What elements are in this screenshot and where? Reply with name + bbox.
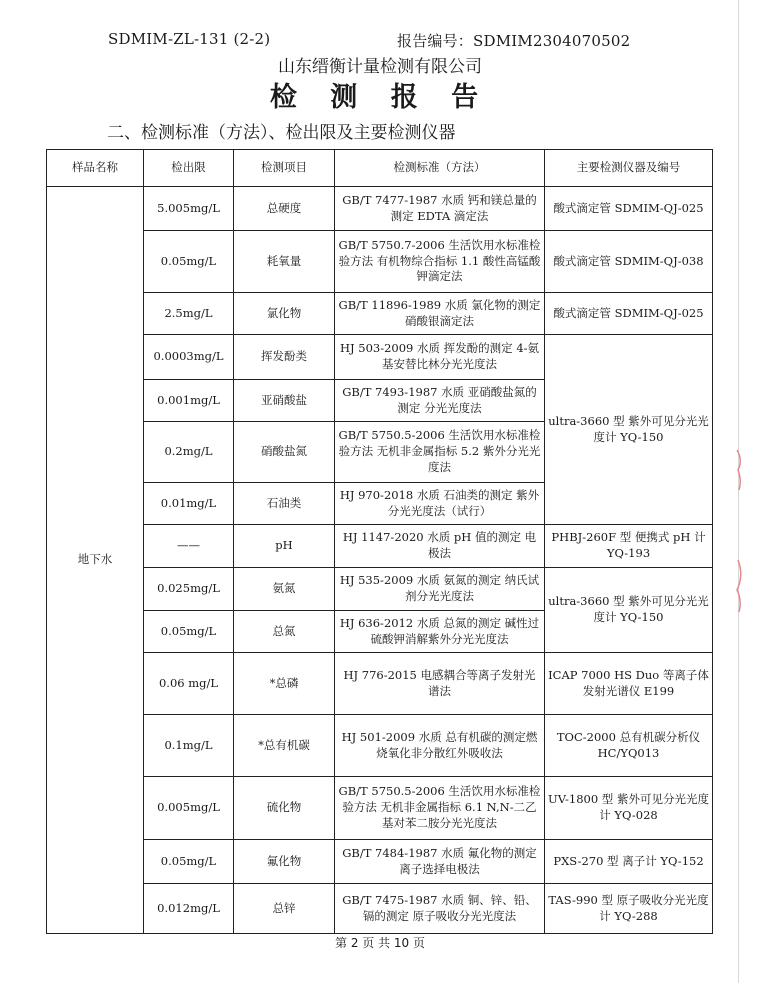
- limit-cell: 0.025mg/L: [144, 568, 234, 611]
- instrument-cell: PXS-270 型 离子计 YQ-152: [545, 840, 713, 884]
- table-header-row: [47, 150, 713, 187]
- instrument-cell: UV-1800 型 紫外可见分光光度计 YQ-028: [545, 777, 713, 840]
- item-cell: 总氮: [234, 611, 335, 653]
- limit-cell: 0.01mg/L: [144, 483, 234, 525]
- standard-cell: GB/T 7484-1987 水质 氟化物的测定 离子选择电极法: [335, 840, 545, 884]
- standard-cell: GB/T 7493-1987 水质 亚硝酸盐氮的测定 分光光度法: [335, 380, 545, 422]
- item-cell: 硝酸盐氮: [234, 422, 335, 483]
- limit-cell: 0.0003mg/L: [144, 335, 234, 380]
- seal-edge-mark: [733, 440, 747, 620]
- item-cell: pH: [234, 525, 335, 568]
- instrument-cell: PHBJ-260F 型 便携式 pH 计 YQ-193: [545, 525, 713, 568]
- report-number: 报告编号：SDMIM2304070502: [397, 32, 631, 50]
- limit-cell: 0.05mg/L: [144, 611, 234, 653]
- table-row: [47, 335, 713, 380]
- table-row: [47, 884, 713, 934]
- table-row: [47, 777, 713, 840]
- table-row: [47, 840, 713, 884]
- item-cell: 氨氮: [234, 568, 335, 611]
- item-cell: *总有机碳: [234, 715, 335, 777]
- instrument-cell: TOC-2000 总有机碳分析仪 HC/YQ013: [545, 715, 713, 777]
- instrument-cell: 酸式滴定管 SDMIM-QJ-025: [545, 293, 713, 335]
- standard-cell: HJ 636-2012 水质 总氮的测定 碱性过硫酸钾消解紫外分光光度法: [335, 611, 545, 653]
- instrument-cell: 酸式滴定管 SDMIM-QJ-025: [545, 187, 713, 231]
- item-cell: *总磷: [234, 653, 335, 715]
- instrument-cell: ultra-3660 型 紫外可见分光光度计 YQ-150: [545, 568, 713, 653]
- col-header-item: 检测项目: [234, 150, 335, 187]
- item-cell: 硫化物: [234, 777, 335, 840]
- table-row: [47, 231, 713, 293]
- item-cell: 石油类: [234, 483, 335, 525]
- item-cell: 总锌: [234, 884, 335, 934]
- standard-cell: GB/T 7477-1987 水质 钙和镁总量的测定 EDTA 滴定法: [335, 187, 545, 231]
- limit-cell: 5.005mg/L: [144, 187, 234, 231]
- limit-cell: ——: [144, 525, 234, 568]
- standard-cell: HJ 970-2018 水质 石油类的测定 紫外分光光度法（试行）: [335, 483, 545, 525]
- table-row: [47, 293, 713, 335]
- table-row: [47, 568, 713, 611]
- table-row: [47, 187, 713, 231]
- standard-cell: GB/T 7475-1987 水质 铜、锌、铅、镉的测定 原子吸收分光光度法: [335, 884, 545, 934]
- standard-cell: GB/T 5750.5-2006 生活饮用水标准检验方法 无机非金属指标 5.2 紫外分光光度法: [335, 422, 545, 483]
- sample-name-cell: 地下水: [47, 187, 144, 934]
- col-header-sample: 样品名称: [47, 150, 144, 187]
- item-cell: 亚硝酸盐: [234, 380, 335, 422]
- table-row: [47, 653, 713, 715]
- limit-cell: 0.1mg/L: [144, 715, 234, 777]
- standard-cell: GB/T 5750.7-2006 生活饮用水标准检验方法 有机物综合指标 1.1 酸性高锰酸钾滴定法: [335, 231, 545, 293]
- item-cell: 耗氧量: [234, 231, 335, 293]
- limit-cell: 0.05mg/L: [144, 231, 234, 293]
- standards-table: [46, 149, 713, 934]
- section-title: 二、检测标准（方法）、检出限及主要检测仪器: [107, 123, 456, 143]
- standard-cell: HJ 501-2009 水质 总有机碳的测定燃烧氧化非分散红外吸收法: [335, 715, 545, 777]
- document-code: SDMIM-ZL-131 (2-2): [108, 30, 271, 48]
- instrument-cell: 酸式滴定管 SDMIM-QJ-038: [545, 231, 713, 293]
- table-row: [47, 715, 713, 777]
- limit-cell: 0.2mg/L: [144, 422, 234, 483]
- item-cell: 总硬度: [234, 187, 335, 231]
- col-header-standard: 检测标准（方法）: [335, 150, 545, 187]
- col-header-instrument: 主要检测仪器及编号: [545, 150, 713, 187]
- page-footer: 第 2 页 共 10 页: [335, 936, 425, 950]
- limit-cell: 0.005mg/L: [144, 777, 234, 840]
- limit-cell: 0.06 mg/L: [144, 653, 234, 715]
- standard-cell: HJ 503-2009 水质 挥发酚的测定 4-氨基安替比林分光光度法: [335, 335, 545, 380]
- instrument-cell: ultra-3660 型 紫外可见分光光度计 YQ-150: [545, 335, 713, 525]
- limit-cell: 0.05mg/L: [144, 840, 234, 884]
- table-row: [47, 525, 713, 568]
- instrument-cell: TAS-990 型 原子吸收分光光度计 YQ-288: [545, 884, 713, 934]
- standard-cell: GB/T 5750.5-2006 生活饮用水标准检验方法 无机非金属指标 6.1 N,N-二乙基对苯二胺分光光度法: [335, 777, 545, 840]
- standard-cell: HJ 1147-2020 水质 pH 值的测定 电极法: [335, 525, 545, 568]
- limit-cell: 0.001mg/L: [144, 380, 234, 422]
- col-header-limit: 检出限: [144, 150, 234, 187]
- standard-cell: HJ 776-2015 电感耦合等离子发射光谱法: [335, 653, 545, 715]
- instrument-cell: ICAP 7000 HS Duo 等离子体发射光谱仪 E199: [545, 653, 713, 715]
- standard-cell: GB/T 11896-1989 水质 氯化物的测定 硝酸银滴定法: [335, 293, 545, 335]
- limit-cell: 2.5mg/L: [144, 293, 234, 335]
- limit-cell: 0.012mg/L: [144, 884, 234, 934]
- page-title: 检 测 报 告: [269, 82, 491, 113]
- item-cell: 氟化物: [234, 840, 335, 884]
- item-cell: 挥发酚类: [234, 335, 335, 380]
- company-name: 山东缙衡计量检测有限公司: [278, 57, 482, 77]
- standard-cell: HJ 535-2009 水质 氨氮的测定 纳氏试剂分光光度法: [335, 568, 545, 611]
- item-cell: 氯化物: [234, 293, 335, 335]
